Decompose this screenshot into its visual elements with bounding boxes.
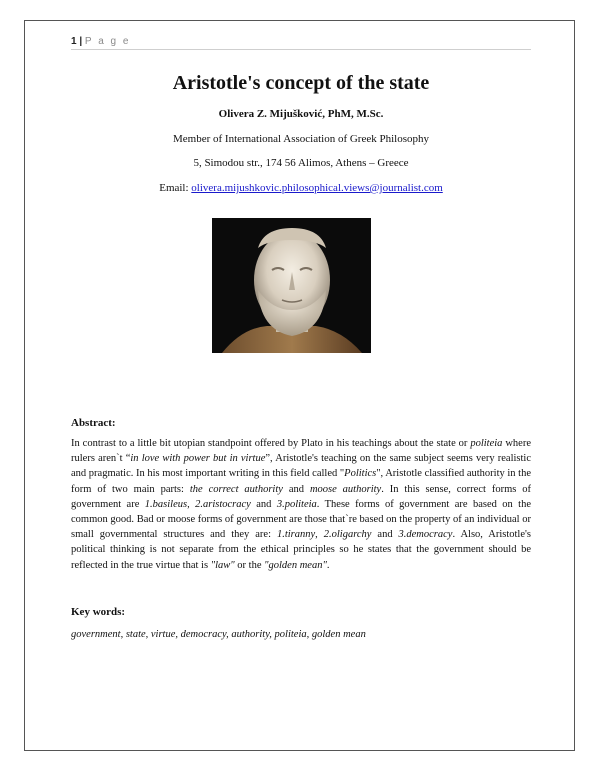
keywords-heading: Key words: xyxy=(71,606,126,618)
address: 5, Simodou str., 174 56 Alimos, Athens – Greece xyxy=(193,157,409,169)
header-separator: | xyxy=(76,36,85,47)
header-rule xyxy=(71,49,531,50)
aristotle-bust-image xyxy=(212,218,371,353)
email-line xyxy=(71,182,531,194)
abstract-heading: Abstract: xyxy=(71,417,116,429)
abstract-text: In contrast to a little bit utopian standpoint offered by Plato in his teachings about the state or politeia where rulers aren`t “in love with power but in virtue”, Aristotle's teaching on the same subject seems very realistic and pragmatic. In his most important writing in this field called "Politics", Aristotle classified authority in the form of two main parts: the correct authority and moose authority. In this sense, correct forms of government are 1.basileus, 2.aristocracy and 3.politeia. These forms of government are based on the common good. Bad or moose forms of government are those that`re based on the property of an individual or small governmental structures and they are: 1.tiranny, 2.oligarchy and 3.democracy. Also, Aristotle's political thinking is not separate from the ethical principles so he states that the government should be reflected in the true virtue that is "law" or the "golden mean". xyxy=(71,438,532,571)
email-label: Email: xyxy=(159,182,192,194)
email-link[interactable]: olivera.mijushkovic.philosophical.views@journalist.com xyxy=(191,182,443,194)
paper-title: Aristotle's concept of the state xyxy=(172,72,430,94)
author-name: Olivera Z. Mijušković, PhM, M.Sc. xyxy=(218,108,384,120)
page-number: 1 xyxy=(71,36,77,47)
page-frame xyxy=(24,20,575,751)
affiliation: Member of International Association of Greek Philosophy xyxy=(172,133,429,145)
keywords-text: government, state, virtue, democracy, authority, politeia, golden mean xyxy=(71,629,366,640)
page-header xyxy=(71,36,531,47)
bust-illustration xyxy=(212,218,371,353)
page-label: P a g e xyxy=(84,36,131,47)
